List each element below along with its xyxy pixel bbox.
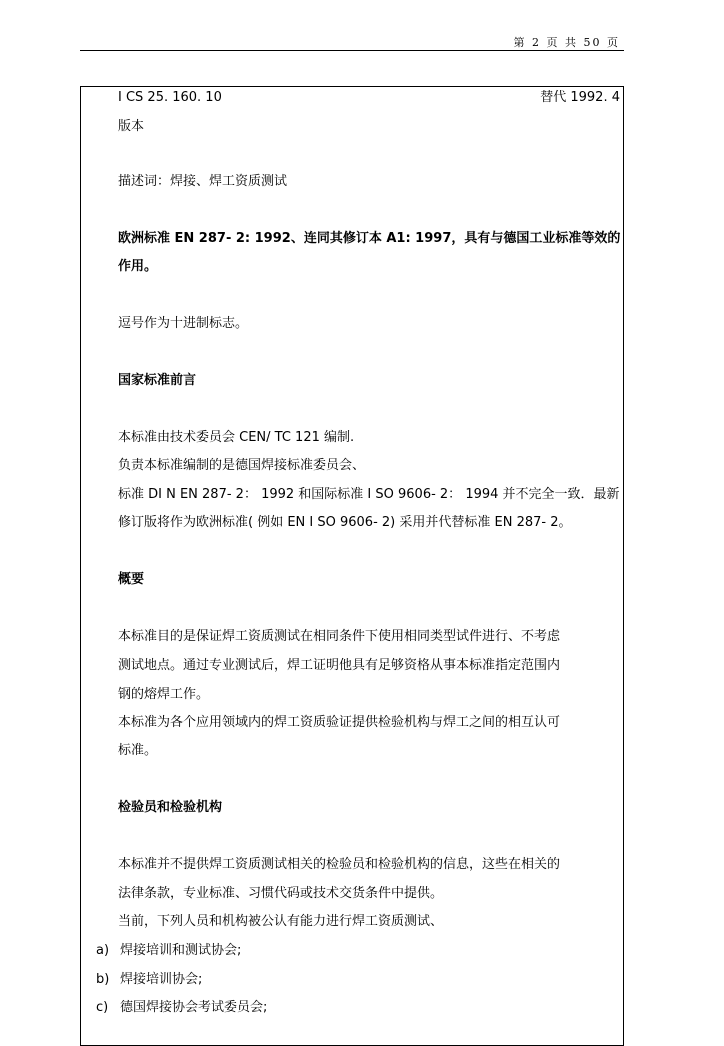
summary-paragraph-1-line-1: 本标准目的是保证焊工资质测试在相同条件下使用相同类型试件进行、不考虑 <box>118 629 561 644</box>
national-paragraph-1: 本标准由技术委员会 CEN/ TC 121 编制. <box>118 430 355 445</box>
inspectors-paragraph-1-line-1: 本标准并不提供焊工资质测试相关的检验员和检验机构的信息，这些在相关的 <box>118 857 561 872</box>
euro-standard-line-2: 作用。 <box>118 259 158 274</box>
list-marker: c) <box>96 1000 109 1015</box>
list-item: 焊接培训和测试协会; <box>120 943 242 958</box>
keywords: 描述词：焊接、焊工资质测试 <box>118 174 288 189</box>
summary-title: 概要 <box>118 572 145 587</box>
national-paragraph-3-line-2: 修订版将作为欧洲标准( 例如 EN I SO 9606- 2) 采用并代替标准 EN 287- 2。 <box>118 515 572 530</box>
version-label: 版本 <box>118 119 145 134</box>
replace-note: 替代 1992. 4 <box>540 90 620 105</box>
euro-standard-line-1: 欧洲标准 EN 287- 2: 1992、连同其修订本 A1: 1997，具有与德国工业标准等效的 <box>118 231 621 246</box>
national-paragraph-2: 负责本标准编制的是德国焊接标准委员会、 <box>118 458 366 473</box>
summary-paragraph-2-line-2: 标准。 <box>118 743 158 758</box>
page-number-header: 第 2 页 共 50 页 <box>513 36 620 49</box>
summary-paragraph-1-line-2: 测试地点。通过专业测试后，焊工证明他具有足够资格从事本标准指定范围内 <box>118 658 561 673</box>
inspectors-title: 检验员和检验机构 <box>118 800 223 815</box>
list-marker: a) <box>96 943 110 958</box>
ics-code: I CS 25. 160. 10 <box>118 90 222 105</box>
inspectors-paragraph-1-line-2: 法律条款，专业标准、习惯代码或技术交货条件中提供。 <box>118 886 444 901</box>
decimal-comma-note: 逗号作为十进制标志。 <box>118 316 249 331</box>
list-item: 德国焊接协会考试委员会; <box>120 1000 268 1015</box>
national-foreword-title: 国家标准前言 <box>118 373 197 388</box>
summary-paragraph-2-line-1: 本标准为各个应用领域内的焊工资质验证提供检验机构与焊工之间的相互认可 <box>118 715 561 730</box>
inspectors-paragraph-2: 当前，下列人员和机构被公认有能力进行焊工资质测试、 <box>118 914 444 929</box>
list-item: 焊接培训协会; <box>120 972 203 987</box>
header-rule <box>80 50 624 51</box>
list-marker: b) <box>96 972 110 987</box>
summary-paragraph-1-line-3: 钢的熔焊工作。 <box>118 687 210 702</box>
national-paragraph-3-line-1: 标准 DI N EN 287- 2： 1992 和国际标准 I SO 9606- 2： 1994 并不完全一致．最新 <box>118 487 620 502</box>
page-frame <box>80 86 624 1046</box>
